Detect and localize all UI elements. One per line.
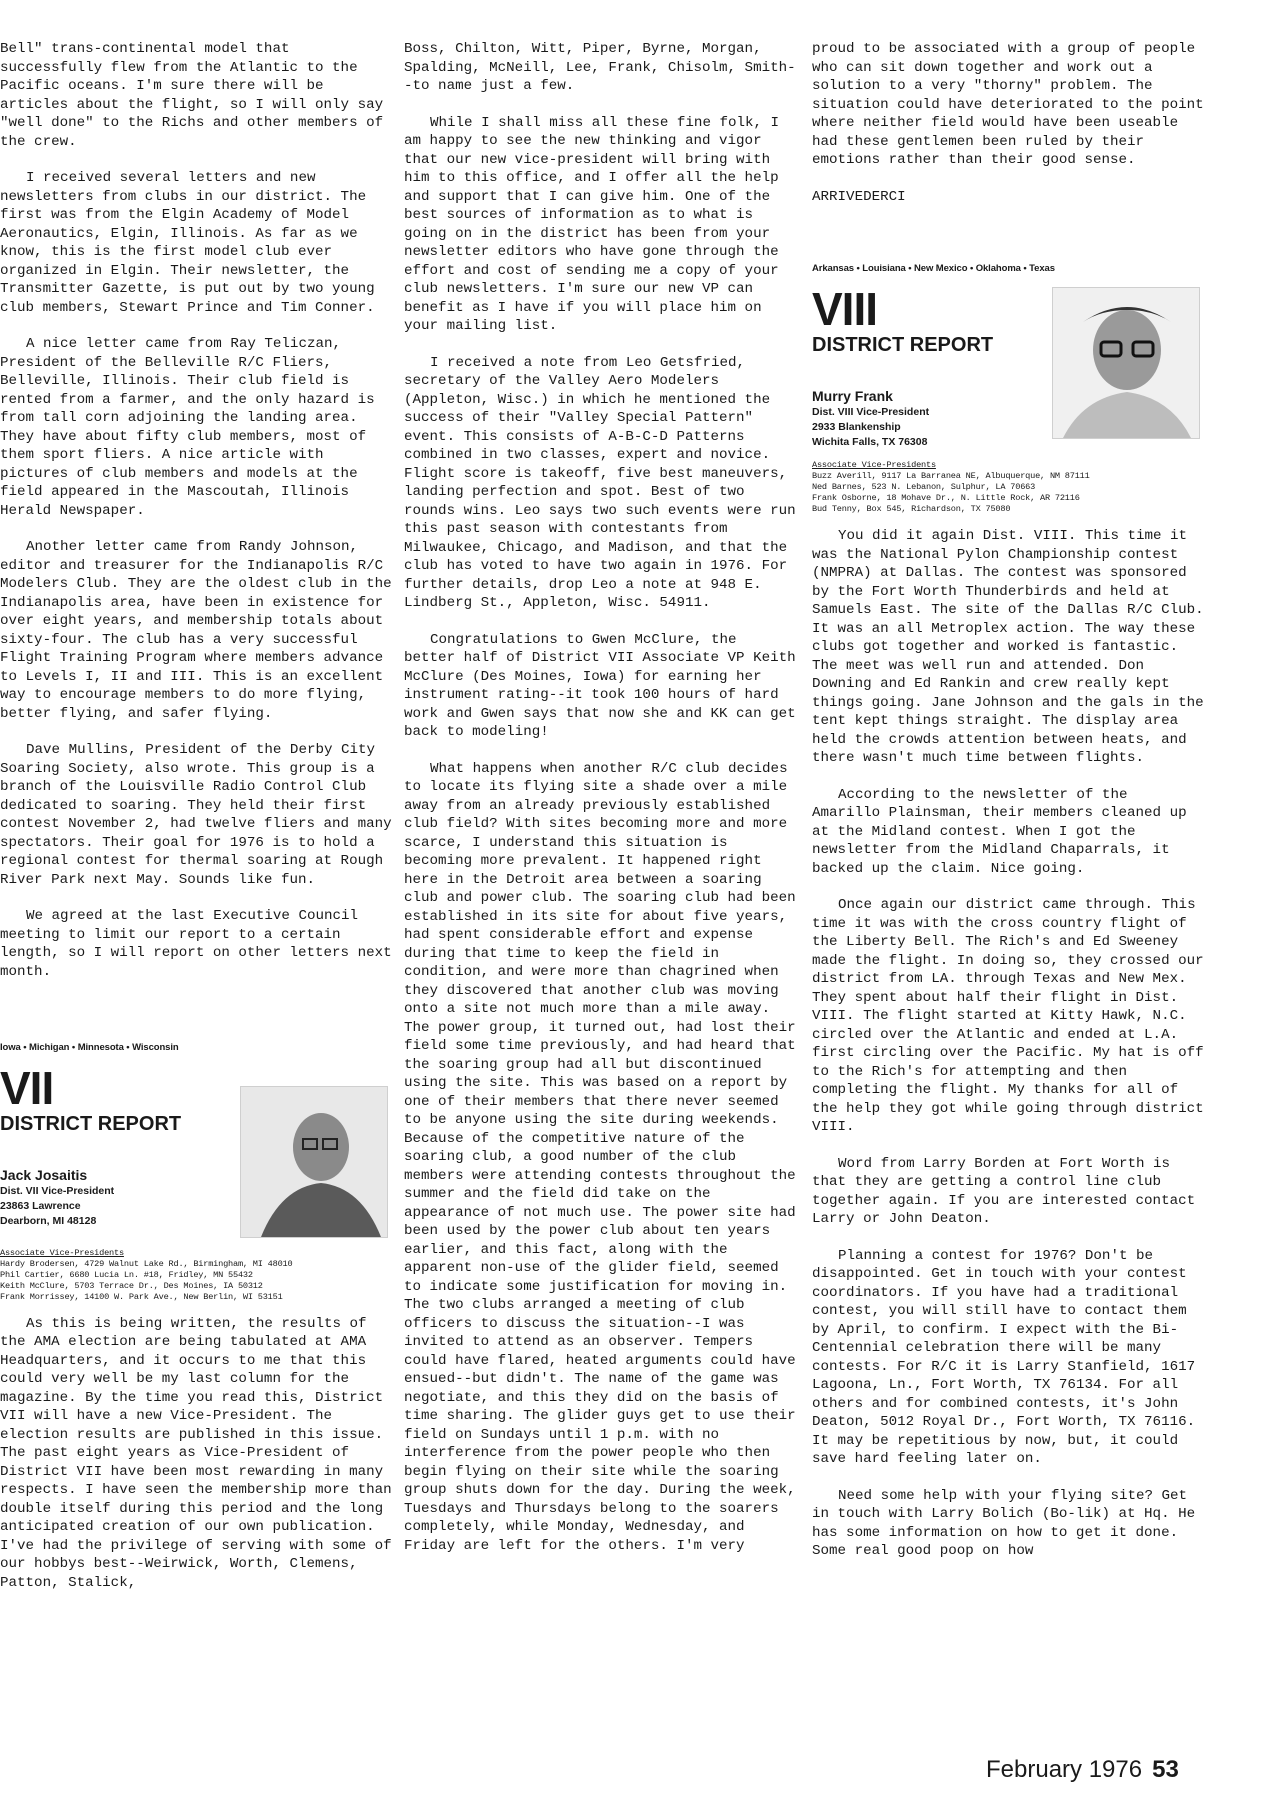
column-2 <box>404 40 796 1573</box>
district-7-vp-title: Dist. VII Vice-President <box>0 1185 115 1197</box>
district-7-states: Iowa • Michigan • Minnesota • Wisconsin <box>0 1042 179 1053</box>
paragraph: Congratulations to Gwen McClure, the better half of District VII Associate VP Keith McClure (Des Moines, Iowa) for earning her instrument rating--it took 100 hours of hard work and Gwen says that now she and KK can get back to modeling! <box>404 631 796 740</box>
paragraph: While I shall miss all these fine folk, I am happy to see the new thinking and vigor that our new vice-president will bring with him to this office, and I offer all the help and support that I can give him. One of the best sources of information as to what is going on in the district has been from your newsletter editors who have gone through the effort and cost of sending me a copy of your club newsletters. I'm sure our new VP can benefit as I have if you will place him on your mailing list. <box>404 114 780 334</box>
district-8-vp-city: Wichita Falls, TX 76308 <box>812 436 928 448</box>
district-7-vp-name: Jack Josaitis <box>0 1166 88 1183</box>
paragraph: According to the newsletter of the Amarillo Plainsman, their members cleaned up at the Midland contest. When I got the newsletter from the Midland Chaparrals, it backed up the claim. Nice going. <box>812 786 1187 877</box>
paragraph: As this is being written, the results of the AMA election are being tabulated at AMA Headquarters, and it occurs to me that this could very well be my last column for the magazine. By the time you read this, District VII will have a new Vice-President. The election results are published in this issue. The past eight years as Vice-President of District VII have been most rewarding in many respects. I have seen the membership more than double itself during this period and the long anticipated creation of our own publication. I've had the privilege of serving with some of our hobbys best--Weirwick, Worth, Clemens, Patton, Stalick, <box>0 1315 392 1591</box>
portrait-silhouette-icon <box>241 1087 387 1237</box>
vp-portrait-photo <box>240 1086 388 1238</box>
associate-line: Hardy Brodersen, 4729 Walnut Lake Rd., Birmingham, MI 48010 <box>0 1258 293 1269</box>
associate-line: Frank Osborne, 18 Mohave Dr., N. Little Rock, AR 72116 <box>812 493 1080 503</box>
paragraph: Need some help with your flying site? Get in touch with Larry Bolich (Bo-lik) at Hq. He has some information on how to get it done. Some real good poop on how <box>812 1487 1196 1559</box>
associate-line: Phil Cartier, 6680 Lucia Ln. #18, Fridley, MN 55432 <box>0 1269 253 1280</box>
district-8-numeral: VIII <box>812 282 878 335</box>
vp-portrait-photo <box>1052 287 1200 439</box>
district-8-states: Arkansas • Louisiana • New Mexico • Oklahoma • Texas <box>812 263 1055 274</box>
district-8-vp-street: 2933 Blankenship <box>812 421 901 433</box>
associate-line: Frank Morrissey, 14100 W. Park Ave., New Berlin, WI 53151 <box>0 1291 283 1302</box>
paragraph: proud to be associated with a group of people who can sit down together and work out a solution to a very "thorny" problem. The situation could have deteriorated to the point where neither field would have been useable had these gentlemen been ruled by their emotions rather than their good sense. <box>812 41 1204 168</box>
column-3 <box>812 40 1204 1579</box>
paragraph: Word from Larry Borden at Fort Worth is that they are getting a control line club together again. If you are interested contact Larry or John Deaton. <box>812 1155 1196 1227</box>
portrait-silhouette-icon <box>1053 288 1199 438</box>
paragraph: What happens when another R/C club decides to locate its flying site a shade over a mile away from an already previously established club field? With sites becoming more and more scarce, I understand this situation is becoming more prevalent. It happened right here in the Detroit area between a soaring club and power club. The soaring club had been established in its site for about five years, had spent considerable effort and expense during that time to keep the field in condition, and were more than chagrined when they discovered that another club was moving onto a site not much more than a mile away. The power group, it turned out, had lost their field some time previously, and had heard that the soaring group had all but discontinued using the site. This was based on a report by one of their members that there never seemed to be anyone using the site during weekends. Because of the competitive nature of the soaring club, a good number of the club members were attending contests throughout the summer and the field did take on the appearance of not much use. The power site had been used by the power club about ten years earlier, and this fact, along with the apparent non-use of the glider field, seemed to indicate some justification for moving in. The two clubs arranged a meeting of club officers to discuss the situation--I was invited to attend as an observer. Tempers could have flared, heated arguments could have ensued--but didn't. The name of the game was negotiate, and this they did on the basis of time sharing. The glider guys get to use their field on Sundays until 1 p.m. with no interference from the power people who then begin flying on their site while the soaring group shuts down for the day. During the week, Tuesdays and Thursdays belong to the soarers completely, while Monday, Wednesday, and Friday are left for the others. I'm very <box>404 760 796 1554</box>
district-8-vp-name: Murry Frank <box>812 387 893 404</box>
district-7-vp-street: 23863 Lawrence <box>0 1200 81 1212</box>
district-8-header <box>812 260 1204 515</box>
district-7-numeral: VII <box>0 1061 54 1114</box>
paragraph: Boss, Chilton, Witt, Piper, Byrne, Morgan, Spalding, McNeill, Lee, Frank, Chisolm, Smith--to name just a few. <box>404 41 796 94</box>
district-8-vp-title: Dist. VIII Vice-President <box>812 406 930 418</box>
associates-heading: Associate Vice-Presidents <box>0 1247 124 1258</box>
issue-date: February 1976 <box>986 1756 1143 1783</box>
district-8-associates <box>812 460 1204 515</box>
paragraph: You did it again Dist. VIII. This time it was the National Pylon Championship contest (NMPRA) at Dallas. The contest was sponsored by the Fort Worth Thunderbirds and held at Samuels East. The site of the Dallas R/C Club. It was an all Metroplex action. The way these clubs got together and worked is fantastic. The meet was well run and attended. Don Downing and Ed Rankin and crew really kept things going. Jane Johnson and the gals in the tent kept things straight. The display area held the crowds attention between heats, and there wasn't much time between flights. <box>812 528 1204 766</box>
associate-line: Ned Barnes, 523 N. Lebanon, Sulphur, LA 70663 <box>812 482 1036 492</box>
paragraph: Bell" trans-continental model that successfully flew from the Atlantic to the Pacific oceans. I'm sure there will be articles about the flight, so I will only say "well done" to the Richs and other members of the crew. <box>0 41 384 150</box>
associate-line: Bud Tenny, Box 545, Richardson, TX 75080 <box>812 504 1011 514</box>
paragraph: Once again our district came through. This time it was with the cross country flight of the Liberty Bell. The Rich's and Ed Sweeney made the flight. In doing so, they crossed our district from LA. through Texas and New Mex. They spent about half their flight in Dist. VIII. The flight started at Kitty Hawk, N.C. circled over the Atlantic and ended at L.A. first circling over the Pacific. My hat is off to the Rich's for attempting and then completing the flight. My thanks for all of the help they got while going through district VIII. <box>812 897 1204 1135</box>
district-7-vp-city: Dearborn, MI 48128 <box>0 1215 97 1227</box>
associate-line: Keith McClure, 5703 Terrace Dr., Des Moines, IA 50312 <box>0 1280 263 1291</box>
page-number: 53 <box>1152 1756 1179 1783</box>
associate-line: Buzz Averill, 9117 La Barranea NE, Albuquerque, NM 87111 <box>812 471 1090 481</box>
district-8-title: DISTRICT REPORT <box>812 333 994 356</box>
paragraph: I received a note from Leo Getsfried, secretary of the Valley Aero Modelers (Appleton, Wisc.) in which he mentioned the success of their "Valley Special Pattern" event. This consists of A-B-C-D Patterns combined in two classes, expert and novice. Flight score is takeoff, five best maneuvers, landing perfection and spot. Best of two rounds wins. Leo says two such events were run this past season with contestants from Milwaukee, Chicago, and Madison, and that the club has voted to have two again in 1976. For further details, drop Leo a note at 948 E. Lindberg St., Appleton, Wisc. 54911. <box>404 354 796 611</box>
paragraph: A nice letter came from Ray Teliczan, President of the Belleville R/C Fliers, Belleville, Illinois. Their club field is rented from a farmer, and the only hazard is from tall corn adjoining the landing area. They have about fifty club members, most of them sport fliers. A nice article with pictures of club members and models at the field appeared in the Mascoutah, Illinois Herald Newspaper. <box>0 336 375 519</box>
sign-off: ARRIVEDERCI <box>812 188 906 205</box>
district-7-associates <box>0 1248 392 1303</box>
associates-heading: Associate Vice-Presidents <box>812 460 936 470</box>
page-footer <box>986 1756 1179 1784</box>
column-1 <box>0 40 392 1610</box>
district-7-title: DISTRICT REPORT <box>0 1112 182 1135</box>
paragraph: Planning a contest for 1976? Don't be disappointed. Get in touch with your contest coordinators. If you have had a traditional contest, you will still have to contact them by April, to confirm. I expect with the Bi-Centennial celebration there will be many contests. For R/C it is Larry Stanfield, 1617 Lagoona, Ln., Fort Worth, TX 76134. For all others and for combined contests, it's John Deaton, 5012 Royal Dr., Fort Worth, TX 76116. It may be repetitious by now, but, it could save hard feeling later on. <box>812 1247 1196 1467</box>
paragraph: We agreed at the last Executive Council meeting to limit our report to a certain length, so I will report on other letters next month. <box>0 908 392 980</box>
paragraph: Dave Mullins, President of the Derby City Soaring Society, also wrote. This group is a branch of the Louisville Radio Control Club dedicated to soaring. They held their first contest November 2, had twelve fliers and many spectators. Their goal for 1976 is to hold a regional contest for thermal soaring at Rough River Park next May. Sounds like fun. <box>0 742 392 888</box>
paragraph: Another letter came from Randy Johnson, editor and treasurer for the Indianapolis R/C Modelers Club. They are the oldest club in the Indianapolis area, have been in existence for over eight years, and membership totals about sixty-four. The club has a very successful Flight Training Program where members advance to Levels I, II and III. This is an excellent way to encourage members to do more flying, better flying, and safer flying. <box>0 539 392 722</box>
district-7-header <box>0 1039 392 1303</box>
paragraph: I received several letters and new newsletters from clubs in our district. The first was from the Elgin Academy of Model Aeronautics, Elgin, Illinois. As far as we know, this is the first model club ever organized in Elgin. Their newsletter, the Transmitter Gazette, is put out by two young club members, Stewart Prince and Tim Conner. <box>0 170 375 316</box>
